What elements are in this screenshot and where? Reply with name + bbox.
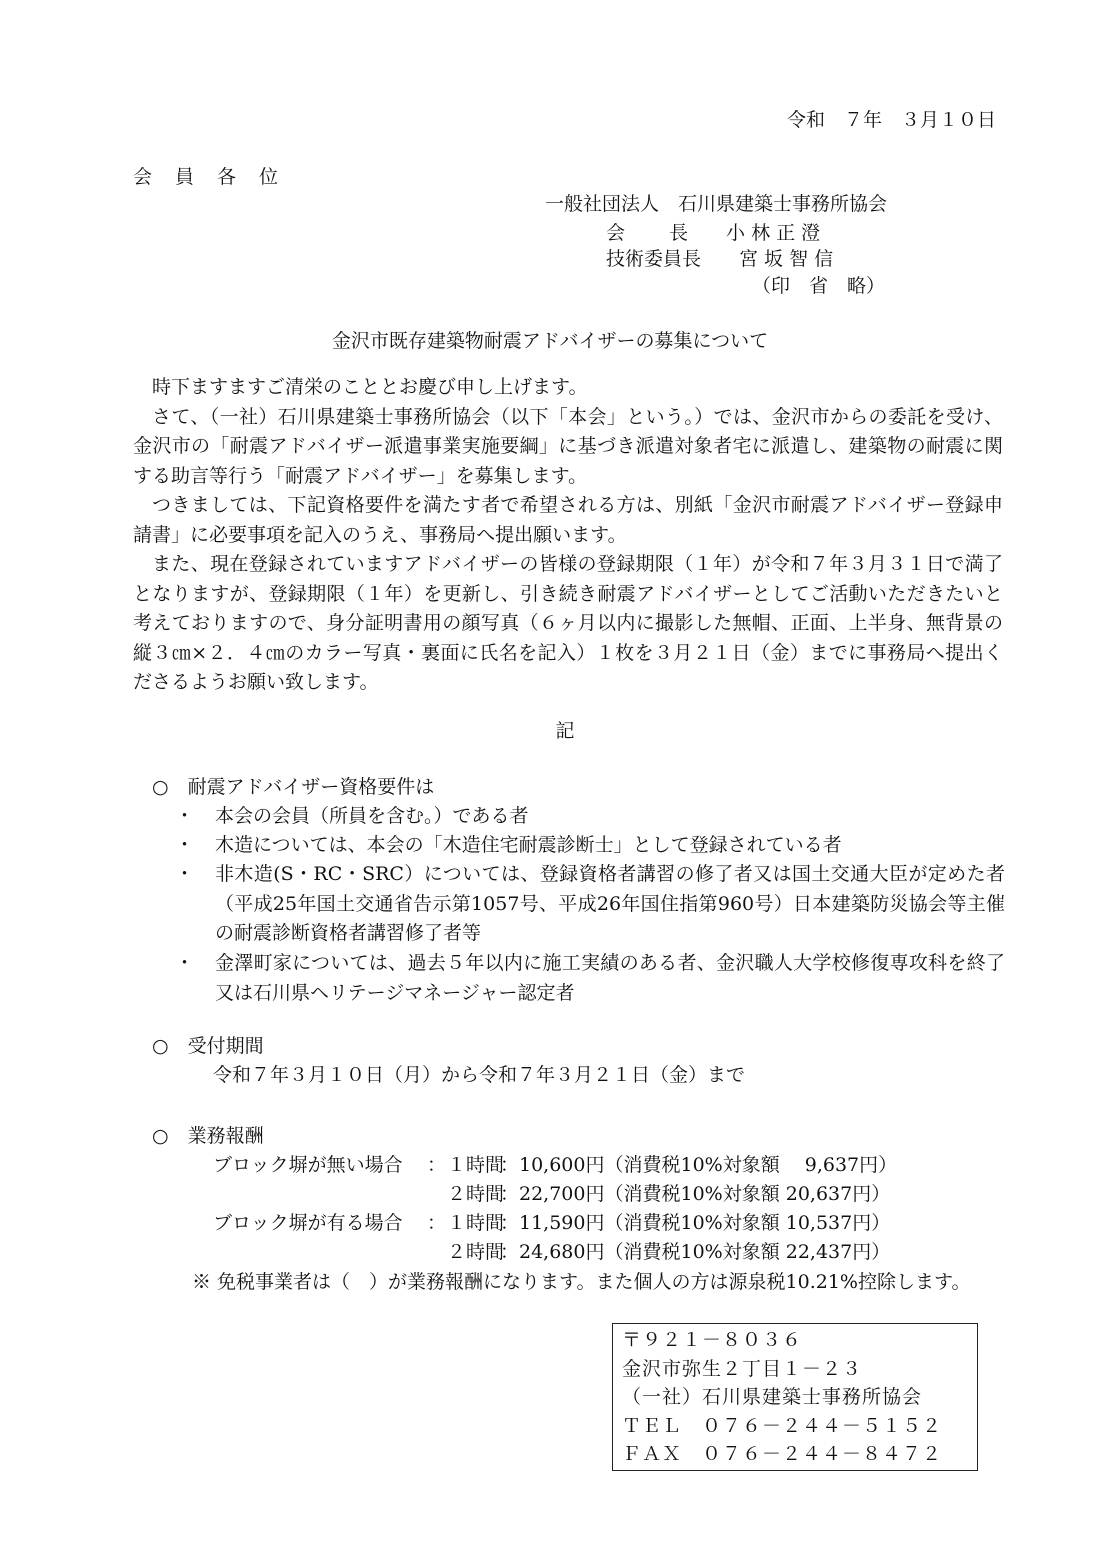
qualification-member: 本会の会員（所員を含む。）である者 <box>215 805 529 827</box>
fee-duration: ２時間 <box>447 1183 505 1205</box>
body-paragraph-greeting: 時下ますますご清栄のこととお慶び申し上げます。 <box>152 376 588 398</box>
contact-tel: ＴＥＬ ０７６－２４４－５１５２ <box>622 1414 943 1437</box>
qualification-wooden: 木造については、本会の「木造住宅耐震診断士」として登録されている者 <box>215 834 842 856</box>
sender-org: 一般社団法人 石川県建築士事務所協会 <box>545 193 888 215</box>
body-text <box>133 373 1003 698</box>
fee-duration: １時間 <box>447 1212 505 1234</box>
qualification-machiya: 金澤町家については、過去５年以内に施工実績のある者、金沢職人大学校修復専攻科を終了又は石川県ヘリテージマネージャー認定者 <box>215 952 1005 1004</box>
fee-row <box>0 1238 1100 1266</box>
fees-note: ※ 免税事業者は（ ）が業務報酬になります。また個人の方は源泉税10.21%控除します。 <box>192 1271 971 1293</box>
qualifications-heading: ○ 耐震アドバイザー資格要件は <box>152 776 435 798</box>
fee-condition: ブロック塀が無い場合 <box>213 1154 403 1176</box>
fee-colon: ： <box>427 1154 447 1176</box>
qualification-non-wooden: 非木造(S・RC・SRC）については、登録資格者講習の修了者又は国土交通大臣が定めた者（平成25年国土交通省告示第1057号、平成26年国住指第960号）日本建築防災協会等主催の耐震診断資格者講習修了者等 <box>215 863 1005 944</box>
contact-fax: ＦＡＸ ０７６－２４４－８４７２ <box>622 1443 943 1465</box>
fee-duration: ２時間 <box>447 1241 505 1263</box>
body-paragraph-apply: つきましては、下記資格要件を満たす者で希望される方は、別紙「金沢市耐震アドバイザー登録申請書」に必要事項を記入のうえ、事務局へ提出願います。 <box>133 494 1003 546</box>
contact-box <box>612 1323 978 1471</box>
fee-condition: ブロック塀が有る場合 <box>213 1212 403 1234</box>
period-heading: ○ 受付期間 <box>152 1035 264 1057</box>
fee-amount: ：24,680円（消費税10%対象額 22,437円） <box>500 1241 891 1263</box>
fee-row <box>0 1151 1100 1179</box>
contact-postal: 〒９２１－８０３６ <box>622 1329 803 1351</box>
fee-amount: ：11,590円（消費税10%対象額 10,537円） <box>500 1212 891 1234</box>
document-title: 金沢市既存建築物耐震アドバイザーの募集について <box>331 330 769 352</box>
body-paragraph-intro: さて、（一社）石川県建築士事務所協会（以下「本会」という。）では、金沢市からの委託を受け、金沢市の「耐震アドバイザー派遣事業実施要綱」に基づき派遣対象者宅に派遣し、建築物の耐震に関する助言等行う「耐震アドバイザー」を募集します。 <box>133 405 1003 487</box>
fee-colon: ： <box>427 1212 447 1234</box>
fee-row <box>0 1180 1100 1208</box>
fee-duration: １時間 <box>447 1154 505 1176</box>
contact-address: 金沢市弥生２丁目１－２３ <box>622 1357 863 1380</box>
sender-president: 会 長 小 林 正 澄 <box>606 222 821 244</box>
period-text: 令和７年３月１０日（月）から令和７年３月２１日（金）まで <box>213 1064 746 1086</box>
document-date: 令和 ７年 ３月１０日 <box>786 109 996 131</box>
ki-heading: 記 <box>555 720 575 742</box>
bullet-mark: ・ <box>175 834 195 856</box>
fee-amount: ：10,600円（消費税10%対象額 9,637円） <box>500 1154 898 1176</box>
fee-row <box>0 1209 1100 1237</box>
bullet-mark: ・ <box>175 805 195 827</box>
seal-omitted: （印 省 略） <box>752 275 886 297</box>
body-paragraph-renewal: また、現在登録されていますアドバイザーの皆様の登録期限（１年）が令和７年３月３１日で満了となりますが、登録期限（１年）を更新し、引き続き耐震アドバイザーとしてご活動いただきたいと考えておりますので、身分証明書用の顔写真（６ヶ月以内に撮影した無帽、正面、上半身、無背景の縦３㎝×２．４㎝のカラー写真・裏面に氏名を記入）１枚を３月２１日（金）までに事務局へ提出くださるようお願い致します。 <box>133 553 1003 693</box>
addressee: 会 員 各 位 <box>133 166 281 188</box>
bullet-mark: ・ <box>175 952 195 974</box>
fee-amount: ：22,700円（消費税10%対象額 20,637円） <box>500 1183 891 1205</box>
bullet-mark: ・ <box>175 863 195 885</box>
sender-tech-chair: 技術委員長 宮 坂 智 信 <box>606 248 834 270</box>
contact-org: （一社）石川県建築士事務所協会 <box>622 1386 923 1408</box>
fees-heading: ○ 業務報酬 <box>152 1125 264 1147</box>
